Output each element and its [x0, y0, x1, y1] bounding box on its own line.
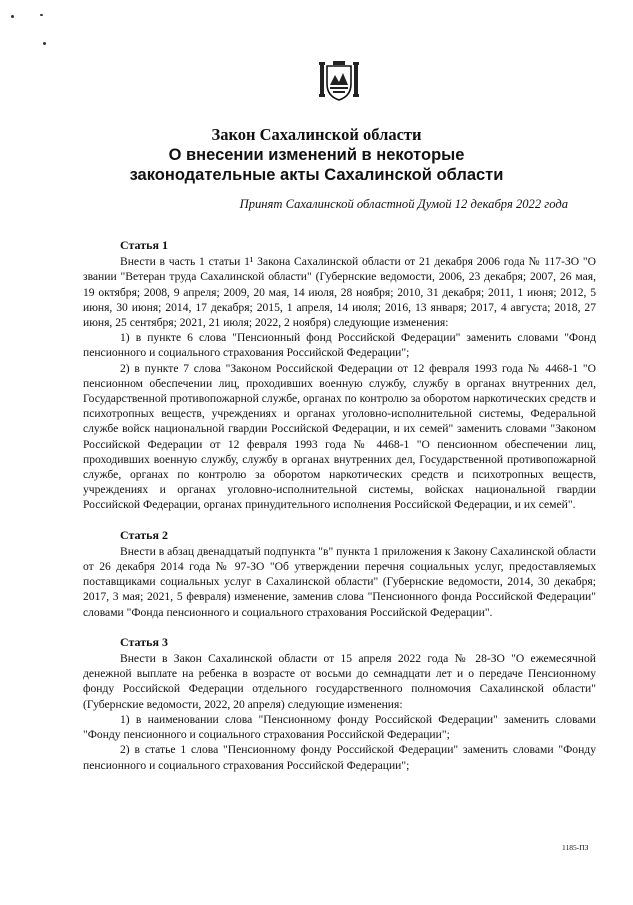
article-heading: Статья 1 [120, 238, 168, 252]
article-heading: Статья 2 [120, 527, 168, 542]
article-paragraph: 1) в пункте 6 слова "Пенсионный фонд Российской Федерации" заменить словами "Фонд пенсионного и социального страхования Российской Федерации"; [83, 331, 596, 360]
document-code: 1185-ПЗ [562, 843, 589, 852]
scan-speck [43, 42, 46, 45]
article-paragraph: Внести в абзац двенадцатый подпункта "в" пункта 1 приложения к Закону Сахалинской области от 26 декабря 2014 года № 97-ЗО "Об утверждении перечня социальных услуг, предоставляемых поставщиками социальных услуг в Сахалинской области" (Губернские ведомости, 2014, 30 декабря; 2017, 3 мая; 2021, 5 февраля) изменение, заменив слова "Пенсионного фонда Российской Федерации" словами "Фонда пенсионного и социального страхования Российской Федерации". [83, 544, 596, 619]
article-heading: Статья 3 [120, 634, 168, 649]
article-paragraph: Внести в Закон Сахалинской области от 15 апреля 2022 года № 28-ЗО "О ежемесячной денежной выплате на ребенка в возрасте от восьми до семнадцати лет и о передаче Пенсионному фонду Российской Федерации отдельного государственного полномочия Сахалинской области" (Губернские ведомости, 2022, 20 апреля) следующие изменения: [83, 652, 596, 711]
scan-speck [11, 15, 14, 18]
law-subtitle-line2: законодательные акты Сахалинской области [129, 166, 504, 184]
article-paragraph: 1) в наименовании слова "Пенсионному фонду Российской Федерации" заменить словами "Фонду пенсионного и социального страхования Российской Федерации"; [83, 712, 596, 742]
document-body [83, 238, 596, 773]
article-paragraph: 2) в пункте 7 слова "Законом Российской Федерации от 12 февраля 1993 года № 4468-1 "О пенсионном обеспечении лиц, проходивших военную службу, службу в органах внутренних дел, Государственной противопожарной службе, органах по контролю за оборотом наркотических средств и психотропных веществ, учреждениях и органах уголовно-исполнительной системы, Федеральной службе войск национальной гвардии Российской Федерации, и их семей" заменить словами "Законом Российской Федерации от 12 февраля 1993 года № 4468-1 "О пенсионном обеспечении лиц, проходивших военную службу, службу в органах внутренних дел, Государственной противопожарной службе, органах по контролю за оборотом наркотических средств и психотропных веществ, учреждениях и органах уголовно-исполнительной системы, войсках национальной гвардии Российской Федерации, органах принудительного исполнения Российской Федерации, и их семей". [83, 361, 596, 512]
law-subtitle-line1: О внесении изменений в некоторые [168, 146, 465, 164]
coat-of-arms-icon [318, 58, 360, 102]
law-title: Закон Сахалинской области [211, 125, 422, 144]
adoption-note: Принят Сахалинской областной Думой 12 декабря 2022 года [239, 197, 568, 211]
scan-speck [40, 14, 43, 16]
article-paragraph: 2) в статье 1 слова "Пенсионному фонду Российской Федерации" заменить словами "Фонду пенсионного и социального страхования Российской Федерации"; [83, 743, 596, 772]
article-paragraph: Внести в часть 1 статьи 1¹ Закона Сахалинской области от 21 декабря 2006 года № 117-ЗО "О звании "Ветеран труда Сахалинской области" (Губернские ведомости, 2006, 23 декабря; 2007, 26 мая, 19 октября; 2008, 9 апреля; 2009, 20 мая, 14 июля, 28 ноября; 2010, 31 декабря; 2011, 1 июня; 2012, 5 июня, 30 июня; 2014, 17 декабря; 2015, 1 апреля, 14 июля; 2016, 13 января; 2017, 4 августа; 2018, 27 июня, 25 сентября; 2021, 21 июля; 2022, 2 ноября) следующие изменения: [83, 255, 596, 330]
